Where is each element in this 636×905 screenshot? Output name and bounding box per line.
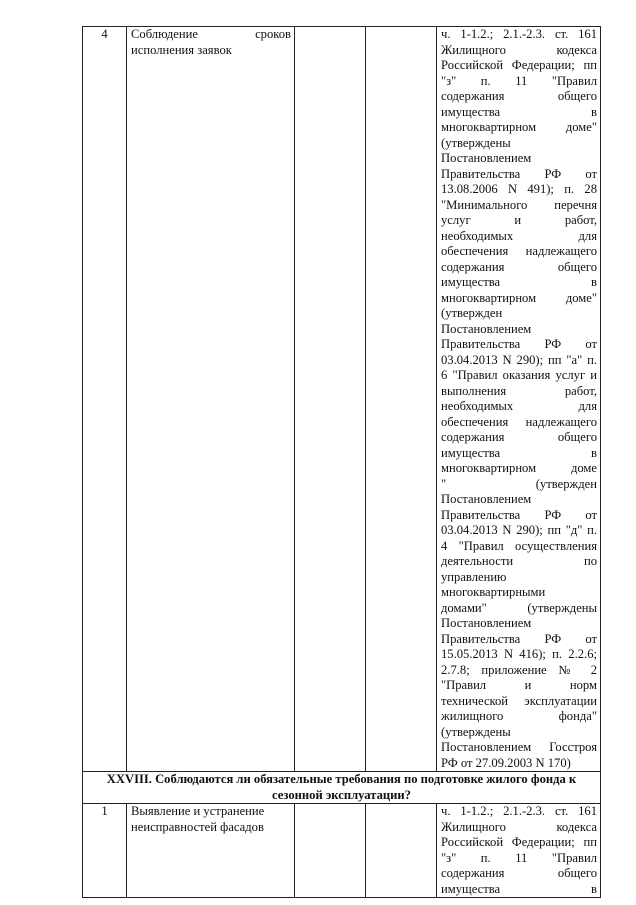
legal-reference-line: имущества в <box>441 275 597 289</box>
legal-reference-line: необходимых для <box>441 399 597 413</box>
legal-reference-line: содержания общего <box>441 866 597 880</box>
legal-reference-line: домами" (утверждены <box>441 600 597 615</box>
legal-reference-line: 4 "Правил осуществления <box>441 538 597 553</box>
legal-reference-line: содержания общего <box>441 430 597 444</box>
section-header-row <box>83 772 601 804</box>
empty-cell <box>295 27 366 772</box>
empty-cell <box>366 27 437 772</box>
legal-reference-line: управлению <box>441 569 507 584</box>
requirement-name <box>127 27 295 772</box>
empty-cell <box>366 804 437 898</box>
requirement-name-line: Соблюдение сроков <box>131 27 291 41</box>
legal-reference-line: многоквартирном доме <box>441 461 597 475</box>
legal-reference-line: Постановлением <box>441 321 532 336</box>
section-title-line: сезонной эксплуатации? <box>272 787 411 802</box>
legal-reference-line: деятельности по <box>441 554 597 568</box>
legal-reference-line: многоквартирном доме" <box>441 290 597 305</box>
legal-reference-line: технической эксплуатации <box>441 693 597 708</box>
legal-reference-line: ч. 1-1.2.; 2.1.-2.3. ст. 161 <box>441 27 597 41</box>
legal-reference-line: Жилищного кодекса <box>441 819 597 834</box>
row-number: 4 <box>83 27 127 772</box>
legal-reference-line: Постановлением <box>441 616 532 630</box>
table-row <box>83 804 601 898</box>
requirement-name-line: неисправностей фасадов <box>131 819 264 834</box>
legal-reference <box>437 27 601 772</box>
requirement-name <box>127 804 295 898</box>
legal-reference-line: Постановлением <box>441 492 532 506</box>
legal-reference-line: ч. 1-1.2.; 2.1.-2.3. ст. 161 <box>441 804 597 818</box>
legal-reference-line: содержания общего <box>441 259 597 274</box>
legal-reference-line: необходимых для <box>441 228 597 243</box>
legal-reference-line: " (утвержден <box>441 476 597 491</box>
requirements-table <box>82 26 601 898</box>
legal-reference-line: Правительства РФ от <box>441 507 597 522</box>
legal-reference-line: "з" п. 11 "Правил <box>441 850 597 865</box>
empty-cell <box>295 804 366 898</box>
legal-reference-line: жилищного фонда" <box>441 709 597 723</box>
legal-reference-line: обеспечения надлежащего <box>441 244 597 258</box>
legal-reference-line: многоквартирными <box>441 585 546 599</box>
legal-reference-line: Правительства РФ от <box>441 166 597 181</box>
row-number: 1 <box>83 804 127 898</box>
legal-reference-line: "Минимального перечня <box>441 197 597 212</box>
legal-reference-line: многоквартирном доме" <box>441 120 597 134</box>
legal-reference-line: имущества в <box>441 445 597 460</box>
legal-reference-line: Правительства РФ от <box>441 631 597 646</box>
table-row <box>83 27 601 772</box>
requirement-name-line: Выявление и устранение <box>131 804 265 818</box>
legal-reference-line: имущества в <box>441 881 597 896</box>
legal-reference-line: Российской Федерации; пп <box>441 58 597 72</box>
legal-reference-line: Правительства РФ от <box>441 337 597 351</box>
legal-reference-line: "Правил и норм <box>441 678 597 692</box>
requirement-name-line: исполнения заявок <box>131 42 232 57</box>
legal-reference-line: выполнения работ, <box>441 383 597 398</box>
section-title-line: XXVIII. Соблюдаются ли обязательные требования по подготовке жилого фонда к <box>106 772 577 786</box>
legal-reference-line: Постановлением <box>441 151 532 165</box>
legal-reference-line: обеспечения надлежащего <box>441 414 597 429</box>
legal-reference-line: 15.05.2013 N 416); п. 2.2.6; <box>441 647 597 661</box>
legal-reference-line: (утвержден <box>441 306 503 320</box>
legal-reference-line: 13.08.2006 N 491); п. 28 <box>441 182 597 196</box>
legal-reference-line: содержания общего <box>441 89 597 103</box>
section-title <box>83 772 601 804</box>
legal-reference-line: (утверждены <box>441 135 511 150</box>
legal-reference-line: 03.04.2013 N 290); пп "а" п. <box>441 352 597 367</box>
legal-reference-line: 6 "Правил оказания услуг и <box>441 368 597 382</box>
legal-reference-line: Постановлением Госстроя <box>441 740 597 754</box>
legal-reference-line: имущества в <box>441 104 597 119</box>
legal-reference <box>437 804 601 898</box>
legal-reference-line: "з" п. 11 "Правил <box>441 73 597 88</box>
legal-reference-line: РФ от 27.09.2003 N 170) <box>441 755 571 770</box>
legal-reference-line: Российской Федерации; пп <box>441 835 597 849</box>
legal-reference-line: услуг и работ, <box>441 213 597 227</box>
legal-reference-line: 2.7.8; приложение № 2 <box>441 662 597 677</box>
legal-reference-line: 03.04.2013 N 290); пп "д" п. <box>441 523 597 537</box>
legal-reference-line: Жилищного кодекса <box>441 42 597 57</box>
legal-reference-line: (утверждены <box>441 724 511 739</box>
